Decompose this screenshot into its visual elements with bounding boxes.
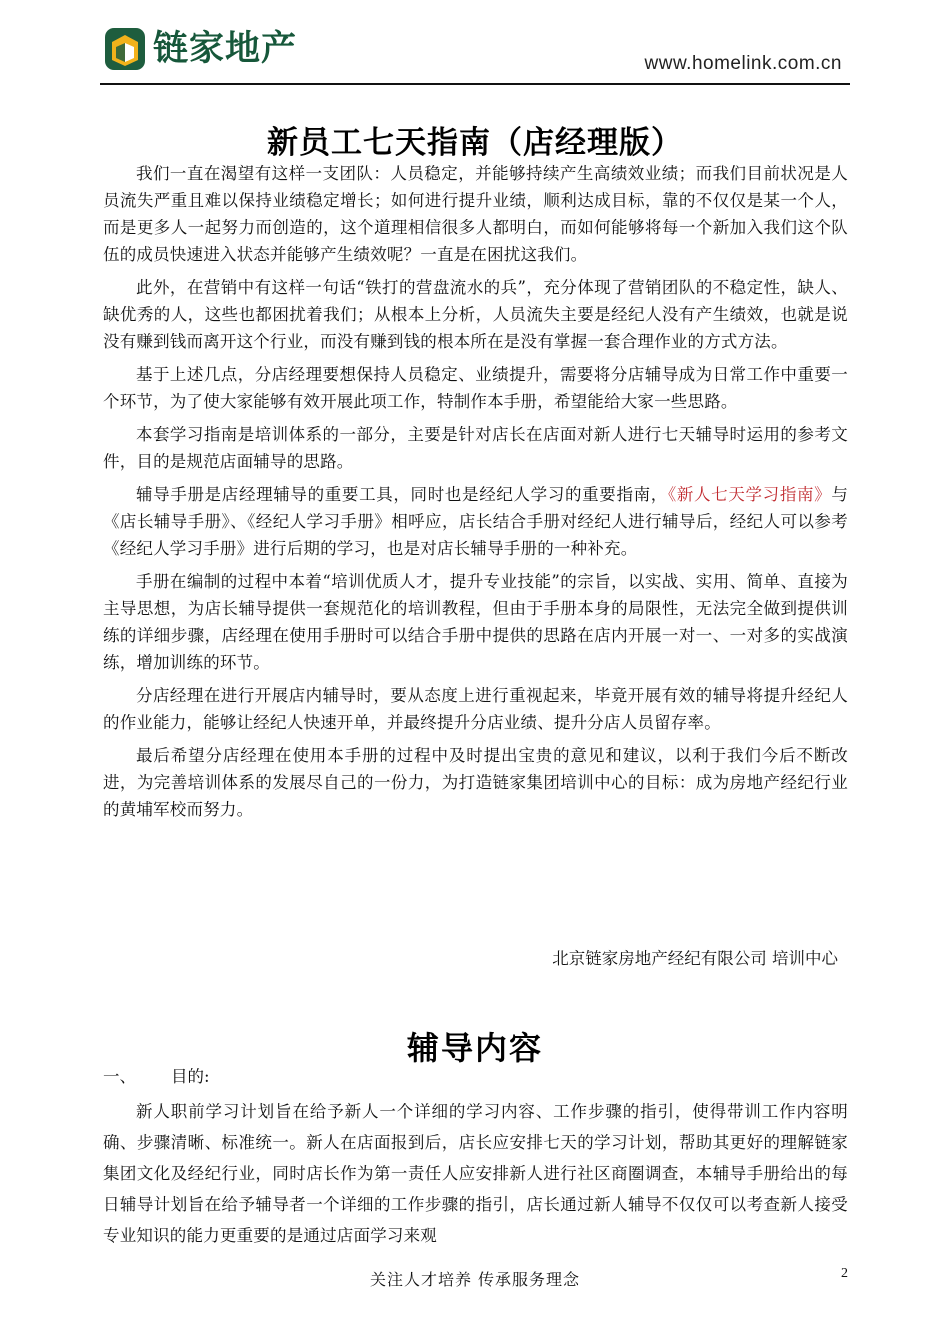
intro-text	[103, 160, 848, 829]
company-logo	[103, 24, 297, 74]
document-title: 新员工七天指南（店经理版）	[267, 124, 683, 161]
paragraph-text: 辅导手册是店经理辅导的重要工具，同时也是经纪人学习的重要指南，	[136, 485, 668, 504]
header-divider	[100, 83, 850, 85]
section-body	[103, 1096, 848, 1257]
house-logo-icon	[103, 26, 147, 72]
highlighted-book-title: 《新人七天学习指南》	[667, 485, 832, 504]
paragraph: 手册在编制的过程中本着“培训优质人才，提升专业技能”的宗旨，以实战、实用、简单、直接为主导思想，为店长辅导提供一套规范化的培训教程，但由于手册本身的局限性，无法完全做到提供训练的详细步骤，店经理在使用手册时可以结合手册中提供的思路在店内开展一对一、一对多的实战演练，增加训练的环节。	[103, 572, 848, 672]
signature: 北京链家房地产经纪有限公司 培训中心	[552, 949, 838, 968]
paragraph: 新人职前学习计划旨在给予新人一个详细的学习内容、工作步骤的指引，使得带训工作内容明确、步骤清晰、标准统一。新人在店面报到后，店长应安排七天的学习计划，帮助其更好的理解链家集团文化及经纪行业，同时店长作为第一责任人应安排新人进行社区商圈调查，本辅导手册给出的每日辅导计划旨在给予辅导者一个详细的工作步骤的指引，店长通过新人辅导不仅仅可以考查新人接受专业知识的能力更重要的是通过店面学习来观	[103, 1102, 848, 1245]
page-number: 2	[841, 1266, 848, 1281]
website-url: www.homelink.com.cn	[644, 53, 842, 74]
heading-number: 一、	[103, 1067, 136, 1086]
paragraph	[103, 481, 848, 562]
heading-text: 目的:	[171, 1067, 210, 1086]
section-title: 辅导内容	[406, 1028, 543, 1067]
paragraph-text: 与《店长辅导手册》、《经纪人学习手册》相呼应，店长结合手册对经纪人进行辅导后，经纪人可以参考《经纪人学习手册》进行后期的学习，也是对店长辅导手册的一种补充。	[103, 485, 849, 558]
paragraph: 分店经理在进行开展店内辅导时，要从态度上进行重视起来，毕竟开展有效的辅导将提升经纪人的作业能力，能够让经纪人快速开单，并最终提升分店业绩、提升分店人员留存率。	[103, 686, 848, 732]
paragraph: 基于上述几点，分店经理要想保持人员稳定、业绩提升，需要将分店辅导成为日常工作中重要一个环节，为了使大家能够有效开展此项工作，特制作本手册，希望能给大家一些思路。	[103, 365, 848, 411]
section-heading	[103, 1063, 210, 1087]
logo-text: 链家地产	[153, 29, 298, 69]
paragraph: 此外，在营销中有这样一句话“铁打的营盘流水的兵”，充分体现了营销团队的不稳定性，缺人、缺优秀的人，这些也都困扰着我们；从根本上分析，人员流失主要是经纪人没有产生绩效，也就是说没有赚到钱而离开这个行业，而没有赚到钱的根本所在是没有掌握一套合理作业的方式方法。	[103, 278, 848, 351]
footer-slogan: 关注人才培养 传承服务理念	[369, 1270, 581, 1289]
paragraph: 我们一直在渴望有这样一支团队：人员稳定，并能够持续产生高绩效业绩；而我们目前状况是人员流失严重且难以保持业绩稳定增长；如何进行提升业绩，顺利达成目标，靠的不仅仅是某一个人，而是更多人一起努力而创造的，这个道理相信很多人都明白，而如何能够将每一个新加入我们这个队伍的成员快速进入状态并能够产生绩效呢？一直是在困扰这我们。	[103, 164, 848, 264]
paragraph: 本套学习指南是培训体系的一部分，主要是针对店长在店面对新人进行七天辅导时运用的参考文件，目的是规范店面辅导的思路。	[103, 425, 848, 471]
paragraph: 最后希望分店经理在使用本手册的过程中及时提出宝贵的意见和建议，以利于我们今后不断改进，为完善培训体系的发展尽自己的一份力，为打造链家集团培训中心的目标：成为房地产经纪行业的黄埔军校而努力。	[103, 746, 848, 819]
